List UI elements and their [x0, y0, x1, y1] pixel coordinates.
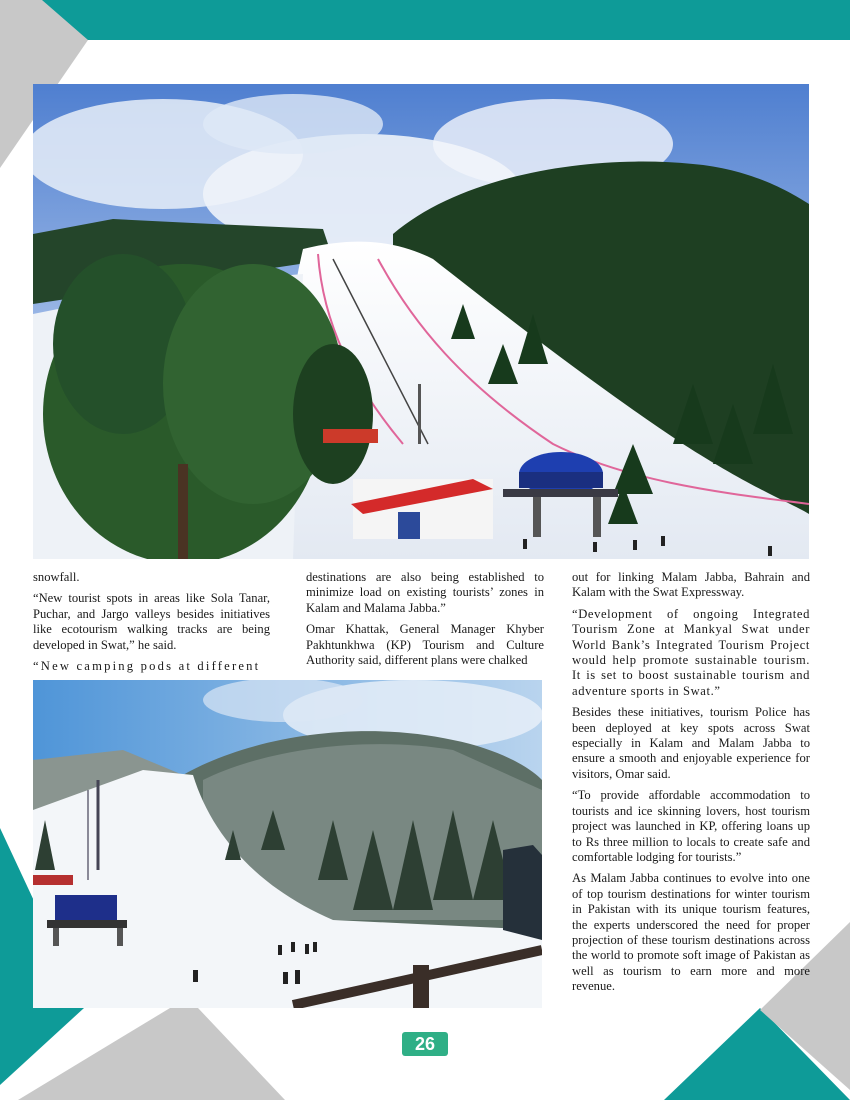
- col1-paragraph-1: snowfall.: [33, 570, 80, 584]
- col3-paragraph-5: As Malam Jabba continues to evolve into one of top tourism destinations for winter tourism in Pakistan with its unique tourism features, the experts underscored the need for proper projection of these tourism destinations across the world to promote soft image of Pakistan as well as tourism to earn more and more revenue.: [572, 871, 810, 994]
- top-photo-illustration: [33, 84, 809, 559]
- article-column-2: [306, 570, 544, 674]
- col3-paragraph-3: Besides these initiatives, tourism Police has been deployed at key spots across Swat especially in Kalam and Malam Jabba to ensure a smooth and enjoyable experience for visitors, Omar said.: [572, 705, 810, 781]
- col1-paragraph-2: “New tourist spots in areas like Sola Tanar, Puchar, and Jargo valleys besides initiatives like ecotourism walking tracks are being developed in Swat,” he said.: [33, 591, 270, 652]
- page-number-badge: 26: [402, 1032, 448, 1056]
- article-column-3: [572, 570, 810, 1001]
- bottom-photo-illustration: [33, 680, 542, 1008]
- col2-paragraph-1: destinations are also being established to minimize load on existing tourists’ zones in Kalam and Malama Jabba.”: [306, 570, 544, 615]
- col3-paragraph-4: “To provide affordable accommodation to tourists and ice skinning lovers, host tourism project was launched in KP, offering loans up to Rs three million to locals to create safe and comfortable lodging for tourists.”: [572, 788, 810, 864]
- article-column-1: [33, 570, 270, 680]
- col3-paragraph-2: “Development of ongoing Integrated Tourism Zone at Mankyal Swat under World Bank’s Integrated Tourism Project would help promote sustainable tourism. It is set to boost sustainable tourism and adventure sports in Swat.”: [572, 606, 810, 698]
- bottom-photo-snowy-hill: [33, 680, 542, 1008]
- col1-paragraph-3: “New camping pods at different: [33, 659, 261, 674]
- top-photo-ski-slope: [33, 84, 809, 559]
- col2-paragraph-2: Omar Khattak, General Manager Khyber Pakhtunkhwa (KP) Tourism and Culture Authority said, different plans were chalked: [306, 622, 544, 668]
- col3-paragraph-1: out for linking Malam Jabba, Bahrain and Kalam with the Swat Expressway.: [572, 570, 810, 600]
